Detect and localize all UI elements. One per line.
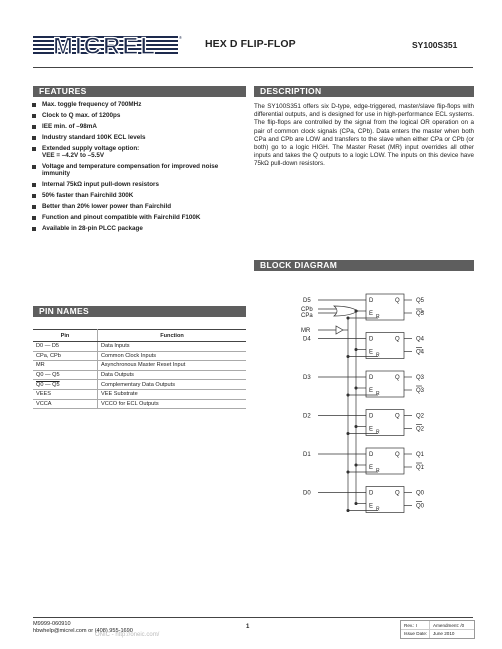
issue-label: Issue Date: (404, 631, 428, 636)
mr-buffer (336, 326, 343, 334)
ff-e-label: E (369, 311, 374, 317)
pin-names-heading: PIN NAMES (33, 306, 246, 317)
document-title: HEX D FLIP-FLOP (205, 38, 296, 50)
ff-r-label: R (376, 352, 380, 359)
ff-d-label: D (369, 298, 374, 304)
svg-text:®: ® (179, 35, 182, 40)
table-header-row (33, 330, 246, 342)
ff-d-label: D (369, 413, 374, 420)
header-divider (33, 67, 473, 68)
q-output-label: Q3 (416, 375, 425, 381)
qbar-output-label: Q1 (416, 465, 425, 471)
amendment-label: Amendment: /0 (433, 623, 465, 628)
ff-r-label: R (376, 468, 380, 474)
function-cell: Asynchronous Master Reset Input (98, 361, 247, 371)
ff-r-label: R (376, 391, 380, 397)
d-input-label: D1 (303, 452, 311, 458)
qbar-output-label: Q3 (416, 388, 425, 394)
ff-d-label: D (369, 490, 374, 497)
ff-d-label: D (369, 336, 374, 343)
features-heading: FEATURES (33, 86, 246, 97)
feature-item: Function and pinout compatible with Fairchild F100K (32, 214, 247, 221)
feature-item: Available in 28-pin PLCC package (32, 225, 247, 232)
table-row (33, 342, 246, 352)
pin-cell: VCCA (33, 399, 98, 409)
table-row (33, 399, 246, 409)
d-input-label: D4 (303, 336, 311, 343)
part-number: SY100S351 (412, 40, 458, 50)
q-output-label: Q5 (416, 298, 425, 304)
ff-q-label: Q (395, 413, 400, 420)
or-gate (334, 306, 358, 316)
micrel-logo (33, 33, 183, 57)
table-row (33, 351, 246, 361)
ff-q-label: Q (395, 336, 400, 343)
feature-item: 50% faster than Fairchild 300K (32, 192, 247, 199)
d-input-label: D0 (303, 490, 311, 497)
column-header-function: Function (98, 330, 247, 342)
d-input-label: D5 (303, 298, 311, 304)
ff-q-label: Q (395, 298, 400, 304)
description-text: The SY100S351 offers six D-type, edge-triggered, master/slave flip-flops with differential outputs, and is designed for use in high-performance ECL systems. The flip-flops are controlled by the signal from the logical OR operation on a pair of common clock signals (CPa, CPb). Data enters the master when both CPa and CPb are LOW and transfers to the slave when either CPa or CPb (or both) go to a logic HIGH. The Master Reset (MR) input overrides all other inputs and takes the Q outputs to a logic LOW. The inputs on this device have 75kΩ pull-down resistors. (254, 103, 474, 168)
ff-r-label: R (376, 314, 380, 320)
q-output-label: Q4 (416, 336, 425, 343)
issue-date: June 2010 (433, 631, 455, 636)
qbar-output-label: Q5 (416, 311, 425, 317)
ff-e-label: E (369, 465, 374, 471)
function-cell: Complementary Data Outputs (98, 380, 247, 390)
feature-item: Max. toggle frequency of 700MHz (32, 101, 247, 108)
qbar-output-label: Q0 (416, 503, 425, 510)
pin-cell: CPa, CPb (33, 351, 98, 361)
table-row (33, 370, 246, 380)
pin-cell: Q0 — Q5 (33, 380, 98, 390)
function-cell: Data Inputs (98, 342, 247, 352)
block-diagram (296, 292, 476, 522)
pin-names-table (33, 329, 246, 409)
d-input-label: D3 (303, 375, 311, 381)
feature-item: Voltage and temperature compensation for improved noise immunity (32, 163, 247, 178)
contact-info: hbwhelp@micrel.com or (408) 955-1690 (33, 628, 133, 634)
function-cell: Common Clock Inputs (98, 351, 247, 361)
qbar-output-label: Q2 (416, 426, 425, 433)
feature-item-sub: VEE = –4.2V to –5.5V (42, 151, 105, 159)
cpb-label: CPb (301, 307, 313, 313)
description-heading: DESCRIPTION (254, 86, 474, 97)
table-row (33, 389, 246, 399)
feature-item: Extended supply voltage option: (32, 145, 247, 152)
features-list (32, 101, 247, 235)
ff-e-label: E (369, 503, 374, 510)
mr-label: MR (301, 328, 311, 334)
ff-e-label: E (369, 388, 374, 394)
revision-box (400, 620, 475, 639)
d-input-label: D2 (303, 413, 311, 420)
ff-e-label: E (369, 426, 374, 433)
table-row (33, 380, 246, 390)
feature-item: Clock to Q max. of 1200ps (32, 112, 247, 119)
ff-r-label: R (376, 429, 380, 436)
column-header-pin: Pin (33, 330, 98, 342)
ff-e-label: E (369, 349, 374, 356)
function-cell: VEE Substrate (98, 389, 247, 399)
table-row (33, 361, 246, 371)
q-output-label: Q1 (416, 452, 425, 458)
page-number: 1 (246, 624, 250, 630)
pin-cell: VEES (33, 389, 98, 399)
pin-cell: D0 — D5 (33, 342, 98, 352)
ff-q-label: Q (395, 375, 400, 381)
rev-label: Rev.: I (404, 623, 417, 628)
footer-divider (33, 617, 473, 618)
feature-item: Industry standard 100K ECL levels (32, 134, 247, 141)
block-diagram-heading: BLOCK DIAGRAM (254, 260, 474, 271)
qbar-output-label: Q4 (416, 349, 425, 356)
q-output-label: Q2 (416, 413, 425, 420)
ff-q-label: Q (395, 452, 400, 458)
pin-cell: Q0 — Q5 (33, 370, 98, 380)
function-cell: Data Outputs (98, 370, 247, 380)
watermark: ONIC - http://oneic.com/ (95, 632, 160, 638)
pin-cell: MR (33, 361, 98, 371)
doc-number: M9999-060910 (33, 621, 71, 627)
cpa-label: CPa (301, 313, 313, 319)
feature-item: Internal 75kΩ input pull-down resistors (32, 181, 247, 188)
ff-d-label: D (369, 375, 374, 381)
svg-text:MICREL: MICREL (53, 33, 157, 57)
ff-q-label: Q (395, 490, 400, 497)
ff-d-label: D (369, 452, 374, 458)
feature-item: Better than 20% lower power than Fairchild (32, 203, 247, 210)
feature-item: IEE min. of –98mA (32, 123, 247, 130)
function-cell: VCCO for ECL Outputs (98, 399, 247, 409)
ff-r-label: R (376, 506, 380, 513)
q-output-label: Q0 (416, 490, 425, 497)
